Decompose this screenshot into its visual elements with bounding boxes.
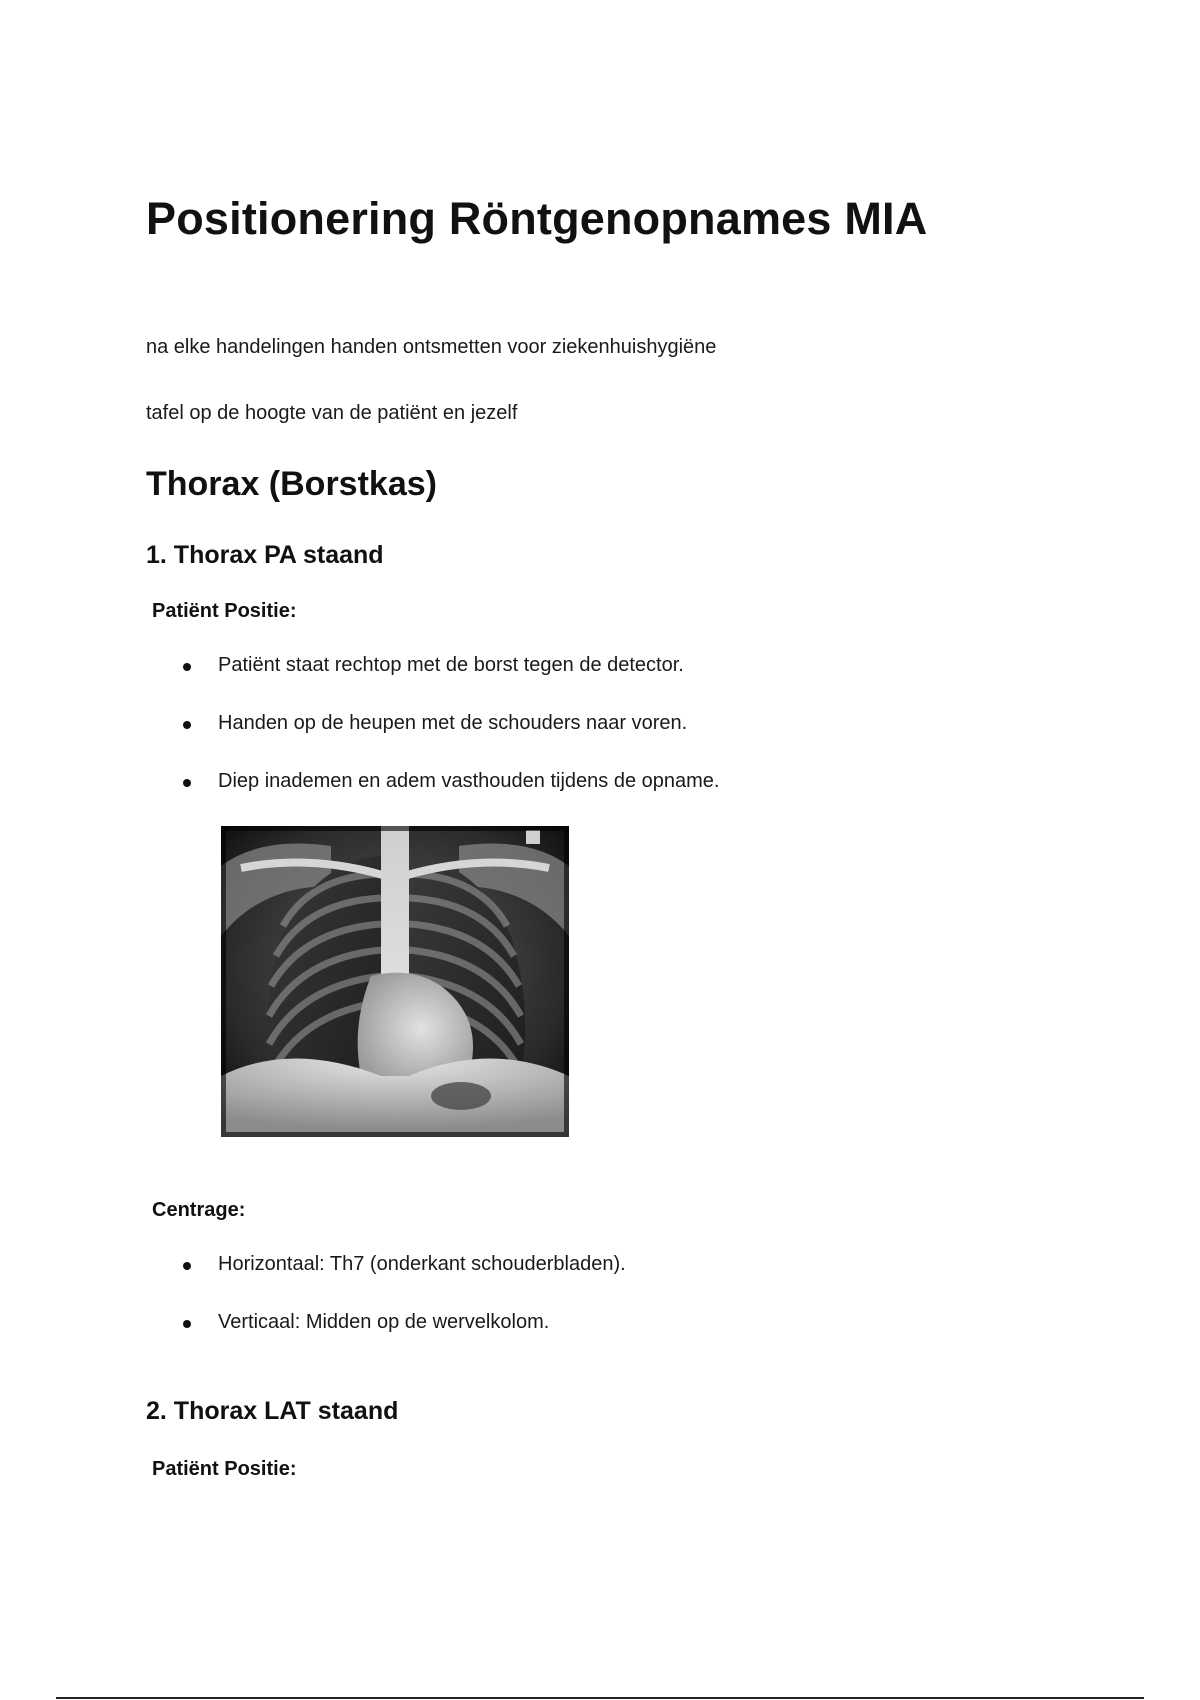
list-item-text: Handen op de heupen met de schouders naar voren. — [218, 712, 688, 734]
patient-position-label: Patiënt Positie: — [152, 1458, 297, 1480]
bullet-icon — [183, 779, 191, 787]
document-title: Positionering Röntgenopnames MIA — [146, 193, 928, 244]
list-item-text: Horizontaal: Th7 (onderkant schouderbladen). — [218, 1253, 626, 1275]
bullet-icon — [183, 1262, 191, 1270]
list-item-text: Verticaal: Midden op de wervelkolom. — [218, 1311, 550, 1333]
list-item-text: Patiënt staat rechtop met de borst tegen de detector. — [218, 654, 684, 676]
page-divider — [56, 1697, 1144, 1699]
bullet-icon — [183, 1320, 191, 1328]
centrage-label: Centrage: — [152, 1199, 246, 1221]
bullet-icon — [183, 721, 191, 729]
patient-position-label: Patiënt Positie: — [152, 600, 297, 622]
intro-paragraph-hygiene: na elke handelingen handen ontsmetten voor ziekenhuishygiëne — [146, 336, 717, 358]
list-item-text: Diep inademen en adem vasthouden tijdens de opname. — [218, 770, 720, 792]
chest-xray-image — [221, 826, 569, 1137]
bullet-icon — [183, 663, 191, 671]
subsection-heading-thorax-pa: 1. Thorax PA staand — [146, 541, 384, 569]
section-heading-thorax: Thorax (Borstkas) — [146, 465, 437, 503]
subsection-heading-thorax-lat: 2. Thorax LAT staand — [146, 1397, 399, 1425]
intro-paragraph-table-height: tafel op de hoogte van de patiënt en jezelf — [146, 402, 518, 424]
